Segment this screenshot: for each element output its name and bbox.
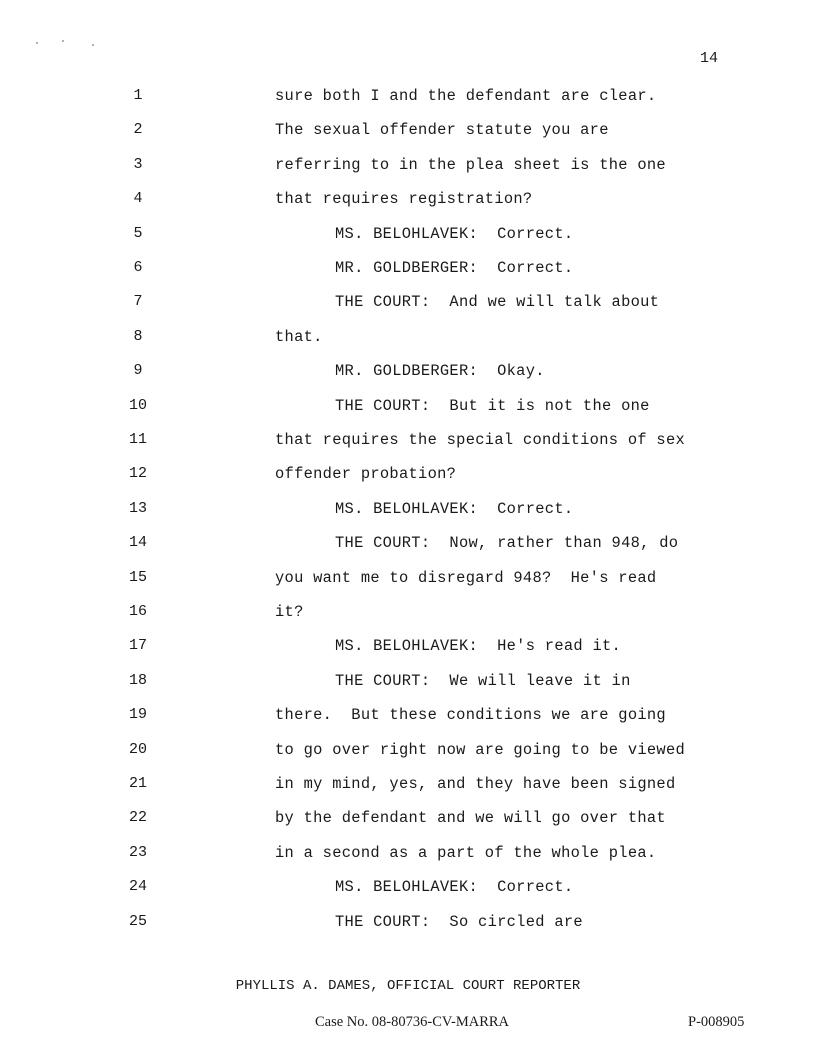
line-number: 4 (133, 190, 143, 208)
court-reporter-text: PHYLLIS A. DAMES, OFFICIAL COURT REPORTER (235, 978, 581, 994)
line-number: 13 (128, 499, 147, 517)
line-text: THE COURT: And we will talk about (335, 293, 660, 312)
transcript-line (0, 740, 816, 770)
line-text: MR. GOLDBERGER: Correct. (335, 259, 574, 277)
line-text: MS. BELOHLAVEK: He's read it. (335, 637, 622, 656)
case-number: Case No. 08-80736-CV-MARRA (315, 1014, 510, 1030)
transcript-line (0, 774, 816, 804)
line-text: The sexual offender statute you are (275, 121, 609, 140)
transcript-line (0, 808, 816, 838)
line-number: 1 (133, 87, 143, 104)
transcript-line (0, 499, 816, 529)
line-number: 25 (128, 912, 147, 930)
line-text: THE COURT: Now, rather than 948, do (335, 534, 679, 553)
line-number: 6 (133, 259, 143, 276)
line-text: MS. BELOHLAVEK: Correct. (335, 878, 574, 897)
transcript-line (0, 568, 816, 598)
transcript-line (0, 189, 816, 219)
line-text: by the defendant and we will go over that (275, 809, 666, 828)
line-number: 10 (128, 396, 147, 414)
line-text: that. (275, 327, 323, 346)
line-number: 21 (128, 775, 147, 792)
scan-speck (36, 42, 38, 44)
line-number: 11 (128, 431, 147, 448)
line-number: 2 (133, 121, 143, 139)
line-text: THE COURT: But it is not the one (335, 396, 650, 415)
transcript-line (0, 636, 816, 666)
transcript-line (0, 224, 816, 254)
line-number: 22 (128, 809, 147, 827)
line-text: that requires registration? (275, 190, 533, 209)
transcript-line (0, 327, 816, 357)
transcript-line (0, 877, 816, 907)
transcript-line (0, 155, 816, 185)
line-text: in a second as a part of the whole plea. (275, 843, 657, 862)
scan-speck (92, 44, 94, 46)
line-number: 17 (128, 637, 147, 655)
transcript-line (0, 705, 816, 735)
page-number: 14 (700, 50, 719, 67)
transcript-line (0, 361, 816, 391)
court-reporter-credit (0, 978, 816, 994)
line-text: in my mind, yes, and they have been signed (275, 775, 676, 793)
transcript-line (0, 258, 816, 288)
line-number: 19 (128, 706, 147, 724)
line-number: 23 (128, 843, 147, 861)
line-text: MS. BELOHLAVEK: Correct. (335, 499, 574, 518)
line-text: there. But these conditions we are going (275, 706, 666, 725)
line-number: 9 (133, 362, 143, 380)
line-number: 12 (128, 465, 147, 483)
line-number: 8 (133, 327, 143, 345)
line-number: 24 (128, 878, 147, 896)
line-number: 7 (133, 293, 143, 311)
transcript-line (0, 602, 816, 632)
line-text: it? (275, 603, 304, 621)
scan-speck (62, 40, 64, 42)
line-text: MR. GOLDBERGER: Okay. (335, 362, 545, 381)
transcript-line (0, 292, 816, 322)
transcript-line (0, 120, 816, 150)
line-number: 20 (128, 740, 147, 758)
line-number: 5 (133, 224, 143, 242)
line-text: referring to in the plea sheet is the one (275, 155, 666, 174)
transcript-line (0, 533, 816, 563)
line-text: MS. BELOHLAVEK: Correct. (335, 224, 574, 243)
line-text: that requires the special conditions of sex (275, 431, 686, 449)
line-text: sure both I and the defendant are clear. (275, 87, 657, 105)
transcript-line (0, 464, 816, 494)
transcript-line (0, 430, 816, 460)
line-number: 15 (128, 568, 147, 586)
line-text: you want me to disregard 948? He's read (275, 568, 657, 587)
line-number: 16 (128, 603, 147, 620)
line-number: 3 (133, 155, 143, 173)
line-text: to go over right now are going to be viewed (275, 740, 686, 759)
transcript-line (0, 843, 816, 873)
line-number: 18 (128, 671, 147, 689)
line-text: offender probation? (275, 465, 457, 484)
transcript-line (0, 912, 816, 942)
bates-number: P-008905 (688, 1014, 745, 1030)
transcript-line (0, 86, 816, 116)
transcript-line (0, 671, 816, 701)
line-text: THE COURT: So circled are (335, 912, 583, 931)
transcript-line (0, 396, 816, 426)
line-text: THE COURT: We will leave it in (335, 671, 631, 690)
line-number: 14 (128, 534, 147, 552)
